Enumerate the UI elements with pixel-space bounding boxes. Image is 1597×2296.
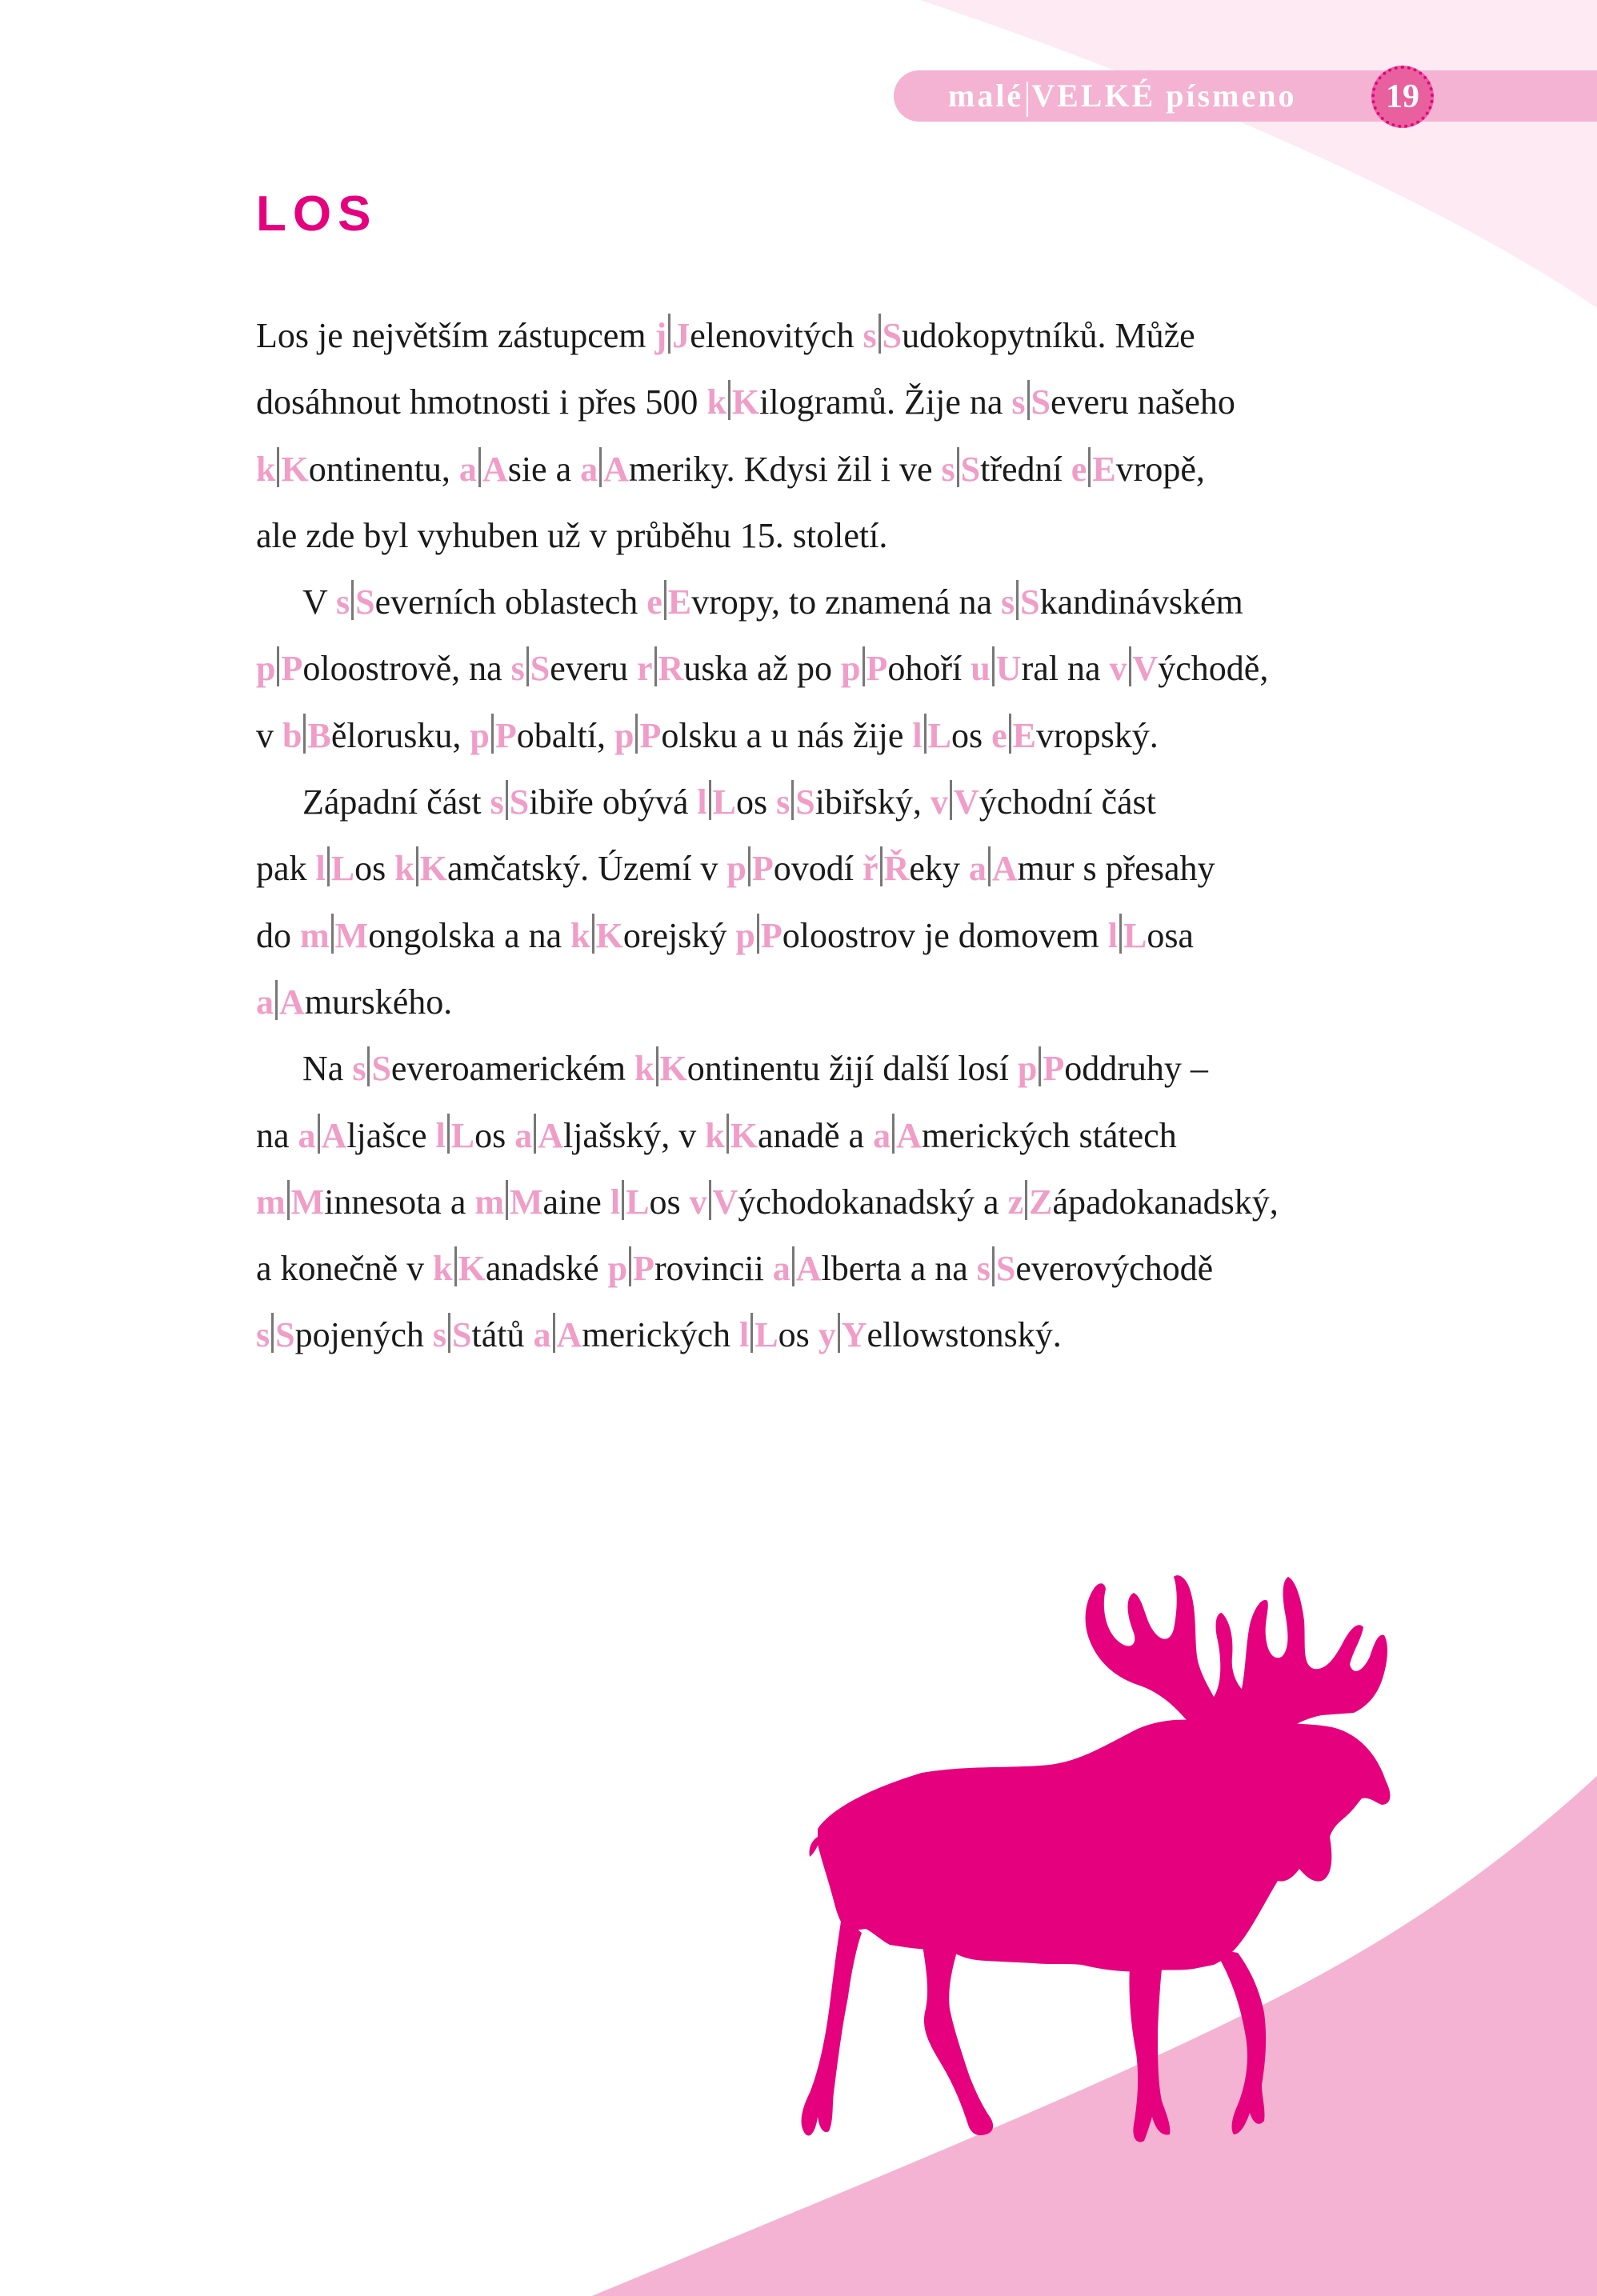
highlighted-letter: z <box>1007 1182 1024 1222</box>
highlighted-letter: A <box>482 449 508 489</box>
highlighted-letter: e <box>991 715 1007 755</box>
text-run: os <box>951 715 992 755</box>
text-run: everu <box>550 649 637 689</box>
letter-separator <box>622 1180 624 1220</box>
letter-separator <box>750 1313 753 1353</box>
highlighted-letter: u <box>971 649 991 689</box>
text-run: rovincii <box>654 1249 773 1289</box>
page-number-badge: 19 <box>1371 66 1434 128</box>
highlighted-letter: K <box>659 1049 687 1089</box>
highlighted-letter: p <box>735 915 755 955</box>
text-run: ýchodokanadský a <box>738 1182 1008 1222</box>
highlighted-letter: s <box>256 1315 270 1355</box>
highlighted-letter: l <box>1107 915 1118 955</box>
text-run: a konečně v <box>256 1249 434 1289</box>
highlighted-letter: K <box>458 1249 486 1289</box>
text-run: oloostrov je domovem <box>782 915 1108 955</box>
text-run: ibiřský, <box>815 782 931 822</box>
text-run: ral na <box>1021 649 1110 689</box>
highlighted-letter: s <box>776 782 790 822</box>
highlighted-letter: m <box>256 1182 286 1222</box>
text-run: ohoří <box>887 649 971 689</box>
highlighted-letter: l <box>697 782 707 822</box>
text-run: ale zde byl vyhuben už v průběhu 15. století. <box>256 515 888 555</box>
text-run: ljašce <box>346 1115 436 1155</box>
letter-separator <box>992 646 995 686</box>
text-run: pojených <box>294 1315 433 1355</box>
text-run: uska až po <box>683 649 842 689</box>
letter-separator <box>950 780 952 820</box>
highlighted-letter: M <box>510 1182 543 1222</box>
highlighted-letter: s <box>335 582 350 622</box>
highlighted-letter: l <box>912 715 923 755</box>
top-right-pink-region <box>920 0 1597 308</box>
letter-separator <box>757 914 759 954</box>
text-run: Los je největším zástupcem <box>256 316 655 355</box>
highlighted-letter: s <box>352 1049 366 1089</box>
text-run: kandinávském <box>1039 582 1243 622</box>
highlighted-letter: S <box>995 1249 1016 1289</box>
text-line <box>256 835 1432 902</box>
letter-separator <box>367 1046 370 1086</box>
letter-separator <box>553 1313 555 1353</box>
text-run: na <box>256 1115 298 1155</box>
highlighted-letter: S <box>882 316 903 355</box>
highlighted-letter: k <box>433 1249 453 1289</box>
letter-separator <box>709 1180 711 1220</box>
text-run: ýchodní část <box>979 782 1156 822</box>
highlighted-letter: j <box>654 316 667 355</box>
highlighted-letter: l <box>738 1315 750 1355</box>
letter-separator <box>277 646 279 686</box>
highlighted-letter: S <box>355 582 375 622</box>
text-run: os <box>354 849 395 889</box>
highlighted-letter: a <box>298 1115 316 1155</box>
highlighted-letter: P <box>281 649 303 689</box>
letter-separator <box>526 646 529 686</box>
text-line <box>256 635 1432 702</box>
letter-separator <box>957 447 959 487</box>
highlighted-letter: S <box>509 782 530 822</box>
highlighted-letter: k <box>570 915 590 955</box>
highlighted-letter: L <box>754 1315 778 1355</box>
letter-separator <box>592 914 594 954</box>
highlighted-letter: a <box>533 1315 551 1355</box>
text-run: aine <box>542 1182 610 1222</box>
letter-separator <box>748 846 750 886</box>
letter-separator <box>863 646 865 686</box>
highlighted-letter: V <box>712 1182 738 1222</box>
highlighted-letter: M <box>290 1182 325 1222</box>
highlighted-letter: s <box>1011 382 1026 422</box>
letter-separator <box>506 1180 508 1220</box>
highlighted-letter: p <box>841 649 861 689</box>
highlighted-letter: P <box>639 715 662 755</box>
text-run: obaltí, <box>516 715 614 755</box>
highlighted-letter: s <box>432 1315 447 1355</box>
letter-separator <box>303 714 306 754</box>
letter-separator <box>599 447 602 487</box>
letter-separator <box>491 714 494 754</box>
text-run: pak <box>256 849 316 889</box>
letter-separator <box>275 980 278 1020</box>
highlighted-letter: Z <box>1029 1182 1053 1222</box>
text-run: ongolska a na <box>368 915 571 955</box>
highlighted-letter: K <box>731 382 760 422</box>
highlighted-letter: L <box>927 715 951 755</box>
letter-separator <box>1088 447 1091 487</box>
text-run: eky <box>909 849 969 889</box>
highlighted-letter: A <box>795 1249 822 1289</box>
letter-separator <box>635 714 638 754</box>
highlighted-letter: a <box>514 1115 533 1155</box>
text-run: ontinentu, <box>308 449 459 489</box>
letter-separator <box>992 1246 995 1286</box>
text-line <box>256 702 1432 769</box>
highlighted-letter: E <box>1012 715 1036 755</box>
highlighted-letter: p <box>614 715 634 755</box>
highlighted-letter: m <box>300 915 330 955</box>
text-line <box>256 769 1432 835</box>
text-run: anadě a <box>757 1115 874 1155</box>
highlighted-letter: Y <box>841 1315 867 1355</box>
letter-separator <box>416 846 418 886</box>
text-run: merických <box>582 1315 739 1355</box>
highlighted-letter: r <box>637 649 653 689</box>
highlighted-letter: a <box>968 849 987 889</box>
title-separator <box>1027 82 1028 117</box>
highlighted-letter: k <box>394 849 414 889</box>
letter-separator <box>287 1180 290 1220</box>
text-line <box>256 369 1432 435</box>
highlighted-letter: E <box>1092 449 1116 489</box>
highlighted-letter: V <box>953 782 979 822</box>
highlighted-letter: L <box>450 1115 475 1155</box>
text-line <box>256 1302 1432 1368</box>
highlighted-letter: L <box>626 1182 650 1222</box>
highlighted-letter: e <box>646 582 662 622</box>
text-line <box>256 902 1432 969</box>
letter-separator <box>506 780 508 820</box>
text-run: osa <box>1147 915 1194 955</box>
highlighted-letter: J <box>672 316 690 355</box>
highlighted-letter: R <box>658 649 684 689</box>
highlighted-letter: k <box>705 1115 725 1155</box>
text-run: ovodí <box>773 849 863 889</box>
letter-separator <box>664 580 666 620</box>
text-run: dosáhnout hmotnosti i přes 500 <box>256 382 707 422</box>
letter-separator <box>1025 1180 1027 1220</box>
text-line <box>256 502 1432 569</box>
text-run: anadské <box>485 1249 608 1289</box>
highlighted-letter: A <box>991 849 1018 889</box>
text-run: třední <box>980 449 1071 489</box>
highlighted-letter: A <box>556 1315 582 1355</box>
letter-separator <box>331 914 334 954</box>
highlighted-letter: ř <box>863 849 879 889</box>
highlighted-letter: s <box>510 649 525 689</box>
highlighted-letter: s <box>941 449 955 489</box>
highlighted-letter: A <box>603 449 629 489</box>
highlighted-letter: S <box>530 649 550 689</box>
letter-separator <box>351 580 354 620</box>
letter-separator <box>792 1246 794 1286</box>
text-line <box>256 1035 1432 1102</box>
letter-separator <box>880 846 883 886</box>
highlighted-letter: L <box>330 849 355 889</box>
highlighted-letter: s <box>490 782 504 822</box>
highlighted-letter: B <box>307 715 331 755</box>
highlighted-letter: S <box>1031 382 1051 422</box>
text-run: elenovitých <box>690 316 863 355</box>
text-run: ontinentu žijí další losí <box>686 1049 1018 1089</box>
letter-separator <box>654 646 657 686</box>
text-run: innesota a <box>324 1182 475 1222</box>
text-run: ibiře obývá <box>529 782 698 822</box>
highlighted-letter: S <box>795 782 815 822</box>
text-run: mur s přesahy <box>1017 849 1215 889</box>
text-run: os <box>778 1315 819 1355</box>
highlighted-letter: v <box>689 1182 707 1222</box>
text-run: ilogramů. Žije na <box>759 382 1012 422</box>
letter-separator <box>1039 1046 1041 1086</box>
letter-separator <box>726 1114 729 1154</box>
text-run: v <box>256 715 282 755</box>
text-run: ýchodě, <box>1158 649 1269 689</box>
text-run: amčatský. Území v <box>446 849 727 889</box>
text-run: ellowstonský. <box>867 1315 1062 1355</box>
letter-separator <box>838 1313 840 1353</box>
highlighted-letter: P <box>494 715 517 755</box>
page-title: LOS <box>256 186 378 242</box>
highlighted-letter: l <box>610 1182 621 1222</box>
letter-separator <box>271 1313 274 1353</box>
highlighted-letter: a <box>458 449 477 489</box>
text-run: lberta a na <box>821 1249 977 1289</box>
text-run: vropský. <box>1035 715 1159 755</box>
letter-separator <box>448 1313 450 1353</box>
highlighted-letter: e <box>1071 449 1087 489</box>
text-line <box>256 569 1432 635</box>
highlighted-letter: S <box>275 1315 295 1355</box>
text-run: os <box>735 782 777 822</box>
highlighted-letter: A <box>896 1115 922 1155</box>
highlighted-letter: p <box>1017 1049 1038 1089</box>
section-title-upper: VELKÉ písmeno <box>1031 78 1297 114</box>
section-title <box>948 74 1296 118</box>
highlighted-letter: P <box>1043 1049 1065 1089</box>
letter-separator <box>1016 580 1019 620</box>
highlighted-letter: P <box>866 649 888 689</box>
highlighted-letter: K <box>419 849 447 889</box>
highlighted-letter: p <box>607 1249 628 1289</box>
text-run: everovýchodě <box>1015 1249 1214 1289</box>
highlighted-letter: A <box>321 1115 347 1155</box>
letter-separator <box>454 1246 457 1286</box>
highlighted-letter: a <box>580 449 598 489</box>
text-run: oloostrově, na <box>302 649 511 689</box>
text-run: vropy, to znamená na <box>691 582 1001 622</box>
highlighted-letter: A <box>279 982 305 1022</box>
highlighted-letter: p <box>726 849 746 889</box>
letter-separator <box>728 380 730 420</box>
highlighted-letter: K <box>595 915 623 955</box>
highlighted-letter: l <box>435 1115 446 1155</box>
text-run: meriky. Kdysi žil i ve <box>628 449 942 489</box>
letter-separator <box>629 1246 631 1286</box>
highlighted-letter: s <box>1001 582 1015 622</box>
highlighted-letter: S <box>960 449 981 489</box>
letter-separator <box>791 780 794 820</box>
highlighted-letter: L <box>1123 915 1147 955</box>
highlighted-letter: a <box>873 1115 891 1155</box>
highlighted-letter: P <box>760 915 782 955</box>
letter-separator <box>318 1114 320 1154</box>
letter-separator <box>1119 914 1122 954</box>
text-run: udokopytníků. Může <box>902 316 1195 355</box>
highlighted-letter: S <box>1020 582 1040 622</box>
text-run: everoamerickém <box>390 1049 635 1089</box>
text-run: ápadokanadský, <box>1052 1182 1279 1222</box>
letter-separator <box>879 314 881 354</box>
highlighted-letter: p <box>470 715 490 755</box>
highlighted-letter: K <box>730 1115 758 1155</box>
text-run: os <box>474 1115 515 1155</box>
letter-separator <box>924 714 927 754</box>
highlighted-letter: L <box>712 782 736 822</box>
highlighted-letter: a <box>772 1249 790 1289</box>
highlighted-letter: U <box>995 649 1022 689</box>
text-run: vropě, <box>1115 449 1205 489</box>
text-run: ljašský, v <box>562 1115 706 1155</box>
highlighted-letter: k <box>256 449 276 489</box>
text-run: ělorusku, <box>330 715 470 755</box>
letter-separator <box>892 1114 895 1154</box>
letter-separator <box>447 1114 450 1154</box>
letter-separator <box>277 447 279 487</box>
highlighted-letter: S <box>452 1315 472 1355</box>
text-run: sie a <box>507 449 581 489</box>
text-run: do <box>256 915 300 955</box>
highlighted-letter: P <box>633 1249 654 1289</box>
highlighted-letter: A <box>538 1115 563 1155</box>
highlighted-letter: s <box>863 316 877 355</box>
highlighted-letter: y <box>818 1315 836 1355</box>
highlighted-letter: v <box>930 782 948 822</box>
highlighted-letter: v <box>1109 649 1127 689</box>
text-run: os <box>649 1182 690 1222</box>
section-title-lower: malé <box>948 78 1024 114</box>
highlighted-letter: k <box>706 382 726 422</box>
highlighted-letter: Ř <box>883 849 910 889</box>
text-run: murského. <box>304 982 453 1022</box>
letter-separator <box>668 314 670 354</box>
text-line <box>256 1102 1432 1169</box>
article-body <box>256 302 1432 1369</box>
text-run: V <box>302 582 336 622</box>
highlighted-letter: M <box>334 915 369 955</box>
letter-separator <box>478 447 481 487</box>
letter-separator <box>988 846 991 886</box>
highlighted-letter: k <box>634 1049 654 1089</box>
highlighted-letter: a <box>256 982 274 1022</box>
text-run: Na <box>302 1049 353 1089</box>
text-line <box>256 969 1432 1035</box>
text-line <box>256 1169 1432 1235</box>
letter-separator <box>1009 714 1011 754</box>
text-run: tátů <box>471 1315 534 1355</box>
text-line <box>256 302 1432 369</box>
text-line <box>256 436 1432 502</box>
text-run: merických státech <box>921 1115 1177 1155</box>
text-run: Západní část <box>302 782 490 822</box>
letter-separator <box>1129 646 1131 686</box>
text-run: everu našeho <box>1051 382 1235 422</box>
letter-separator <box>327 846 330 886</box>
highlighted-letter: P <box>751 849 774 889</box>
text-line <box>256 1235 1432 1302</box>
text-run: orejský <box>622 915 736 955</box>
text-run: oddruhy – <box>1064 1049 1208 1089</box>
highlighted-letter: S <box>371 1049 391 1089</box>
highlighted-letter: b <box>282 715 302 755</box>
text-run: olsku a u nás žije <box>661 715 913 755</box>
highlighted-letter: s <box>976 1249 991 1289</box>
letter-separator <box>656 1046 658 1086</box>
highlighted-letter: m <box>474 1182 505 1222</box>
highlighted-letter: E <box>667 582 692 622</box>
text-run: everních oblastech <box>374 582 647 622</box>
highlighted-letter: p <box>256 649 276 689</box>
highlighted-letter: K <box>281 449 309 489</box>
highlighted-letter: l <box>315 849 326 889</box>
letter-separator <box>1027 380 1030 420</box>
letter-separator <box>534 1114 536 1154</box>
letter-separator <box>709 780 711 820</box>
moose-silhouette-icon <box>762 1565 1426 2173</box>
highlighted-letter: V <box>1132 649 1159 689</box>
